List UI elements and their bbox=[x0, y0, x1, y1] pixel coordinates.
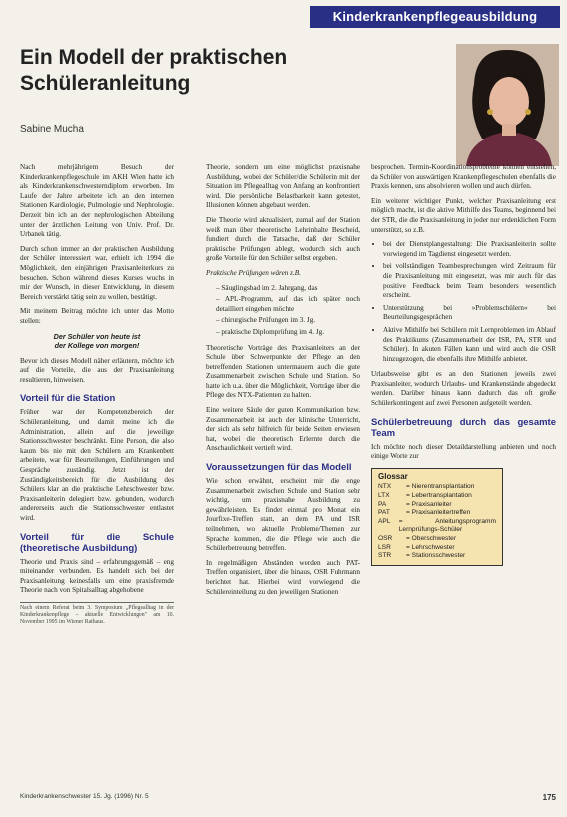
column-2 bbox=[206, 163, 360, 602]
list-item: – praktische Diplomprüfung im 4. Jg. bbox=[216, 327, 324, 336]
paragraph: Wie schon erwähnt, erscheint mir die enge Zusammenarbeit zwischen Schule und Station sehr wichtig, um praxisnahe Ausbildung zu gewährleisten. Es findet einmal pro Monat ein Jourfixe-Treffen statt, an dem PA und ISR teilnehmen, wo aktuelle Probleme/Themen zur Sprache kommen, die die Pflege wie auch die Schülerbetreuung betreffen. bbox=[206, 477, 360, 553]
glossary-row bbox=[378, 544, 496, 553]
glossary-term: = Anleitungsprogramm Lernprüfungs-Schüler bbox=[398, 517, 496, 534]
paragraph: Urlaubsweise gibt es an den Stationen jeweils zwei Praxisanleiter, wodurch Urlaubs- und Krankenstände abgedeckt werden. Darüber hinaus kann dadurch das oft große Schülerkontingent auf zwei Personen aufgeteilt werden. bbox=[371, 370, 556, 408]
glossary-row bbox=[378, 552, 496, 561]
page-footer bbox=[20, 793, 556, 800]
glossary-row bbox=[378, 535, 496, 544]
paragraph: Ich möchte noch dieser Detaildarstellung anbieten und noch einige Worte zur bbox=[371, 442, 556, 461]
glossary-term: = Nierentransplantation bbox=[406, 483, 475, 491]
list-item: – chirurgische Prüfungen im 3. Jg. bbox=[216, 316, 316, 325]
subheading-team: Schülerbetreuung durch das gesamte Team bbox=[371, 416, 556, 439]
paragraph: Bevor ich dieses Modell näher erläutern, möchte ich auf die Vorteile, die aus der Praxisanleitung resultieren, hinweisen. bbox=[20, 356, 174, 384]
subheading-station: Vorteil für die Station bbox=[20, 393, 116, 405]
motto-line-2: der Kollege von morgen! bbox=[54, 341, 140, 351]
support-list bbox=[371, 240, 556, 364]
glossary-term: = Lebertransplantation bbox=[406, 492, 472, 500]
glossary-abbr: OSR bbox=[378, 535, 393, 542]
glossary-abbr: LTX bbox=[378, 492, 390, 500]
footnote: Nach einem Referat beim 3. Symposium „Pflegealltag in der Kinderkrankenpflege – aktuelle Entwicklungen" am 10. November 1995 im Wiener Rathaus. bbox=[20, 602, 174, 626]
glossary-term: = Oberschwester bbox=[406, 535, 457, 542]
glossary-term: = Stationsschwester bbox=[406, 552, 466, 560]
paragraph: Mit meinem Beitrag möchte ich unter das Motto stellen: bbox=[20, 307, 174, 325]
journal-citation: Kinderkrankenschwester 15. Jg. (1996) Nr. 5 bbox=[20, 793, 149, 800]
page-number: 175 bbox=[542, 793, 556, 802]
paragraph: Durch schon immer an der praktischen Ausbildung der Schüler interessiert war, erhielt ich 1994 die Möglichkeit, den einjährigen Praxisanleiterkurs zu besuchen. Schon während dieses Kurses wuchs in mir der Wunsch, in dieser Entwicklung, in diesem Bereich verstärkt tätig sein zu wollen, bestätigt. bbox=[20, 244, 174, 301]
glossary-abbr: APL bbox=[378, 517, 391, 525]
subheading-requirements: Voraussetzungen für das Modell bbox=[206, 462, 352, 474]
list-item: • Unterstützung bei »Problemschülern« bei Beurteilungsgesprächen bbox=[383, 304, 556, 323]
glossary-abbr: LSR bbox=[378, 543, 391, 551]
exam-list bbox=[206, 284, 360, 338]
glossary-row bbox=[378, 501, 496, 510]
list-item: • bei vollständigen Teambesprechungen wird Zeitraum für die Praxisanleitung mit eingesetzt, was mir auch für das positive Feedback beim Team besonders wesentlich erscheint. bbox=[383, 262, 556, 300]
paragraph: Theorie, sondern um eine möglichst praxisnahe Ausbildung, wobei der Schüler/die Schülerin mit der Situation im Pflegealltag von Anfang an konfrontiert wird. Die persönliche Belastbarkeit kann getestet, Illusionen können abgebaut werden. bbox=[206, 163, 360, 210]
glossary-abbr: PAT bbox=[378, 509, 390, 517]
article-author: Sabine Mucha bbox=[20, 124, 84, 135]
glossary-row bbox=[378, 492, 496, 501]
paragraph: Theorie und Praxis sind – erfahrungsgemäß – eng miteinander verbunden. Es handelt sich bei der Praxisanleitung keinesfalls um eine praxisfremde Theorie nach von Spitalsalltag abgehobene bbox=[20, 557, 174, 595]
glossary-term: = Praxisanleiter bbox=[406, 500, 452, 508]
paragraph: Ein weiterer wichtiger Punkt, welcher Praxisanleitung erst möglich macht, ist die aktive Mithilfe des Teams, beginnend bei der STR, die die Praxisanleitung in jeder nur erdenklichen Form unterstützt, so z.B. bbox=[371, 196, 556, 234]
glossary-row bbox=[378, 518, 496, 535]
motto-line-1: Der Schüler von heute ist bbox=[53, 331, 141, 341]
list-item: – Säuglingsbad im 2. Jahrgang, das bbox=[216, 283, 318, 292]
column-1 bbox=[20, 163, 174, 626]
glossary-row bbox=[378, 483, 496, 492]
glossary-row bbox=[378, 509, 496, 518]
glossary-box bbox=[371, 468, 503, 566]
motto-quote bbox=[20, 332, 174, 351]
glossary-abbr: NTX bbox=[378, 483, 392, 491]
paragraph: Eine weitere Säule der guten Kommunikation bzw. Zusammenarbeit ist auch der klinische Unterricht, der sich als sehr hilfreich für beide Seiten erwiesen hat, wobei die theoretisch Erlernte durch die Anschaulichkeit vertieft wird. bbox=[206, 406, 360, 453]
subheading-school: Vorteil für die Schule (theoretische Ausbildung) bbox=[20, 531, 174, 554]
glossary-title: Glossar bbox=[378, 471, 408, 481]
glossary-term: = Praxisanleitertreffen bbox=[406, 509, 471, 517]
author-photo bbox=[456, 44, 559, 166]
list-item: – APL-Programm, auf das ich später noch detailliert eingehen möchte bbox=[216, 295, 360, 313]
paragraph: In regelmäßigen Abständen werden auch PAT-Treffen organisiert, über die hinaus, OSR Fuhrmann berichtet hat. Hierbei wird vorwiegend die Schülereinteilung zu den jeweiligen Stationen bbox=[206, 558, 360, 596]
section-banner: Kinderkrankenpflegeausbildung bbox=[310, 6, 560, 28]
article-title: Ein Modell der praktischen Schüleranleitung bbox=[20, 46, 288, 95]
glossary-term: = Lehrschwester bbox=[406, 543, 455, 551]
author-portrait-image bbox=[456, 44, 559, 166]
list-item: • Aktive Mithilfe bei Schülern mit Lernproblemen im Ablauf des Praktikums (Zusammenarbeit der ISR, PA, STR und Schüler). In akuten Fällen kann und wird auch die OSR hinzugezogen, die ebenfalls ihre Mithilfe anbietet. bbox=[383, 326, 556, 364]
paragraph: besprochen. Termin-Koordinationsprobleme können entstehen, da Schüler von auswärtigen Krankenpflegeschulen ebenfalls die Praxis kennen, uns absolvieren wollen und auch dürfen. bbox=[371, 163, 556, 191]
paragraph: Nach mehrjährigem Besuch der Kinderkrankenpflegeschule im AKH Wien hatte ich als Kinderkrankenschwesterndiplom erworben. Im Laufe der Jahre arbeitete ich an den internen Stationen Kardiologie, Pulmologie und Nephrologie. Derzeit bin ich an der nephrologischen Abteilung unter der ärztlichen Leitung von Univ. Prof. Dr. Urbanek tätig. bbox=[20, 163, 174, 239]
paragraph: Früher war der Kompetenzbereich der Schüleranleitung, und damit meine ich die Administration, allein auf die jeweilige Stationsschwester beschränkt. Eine Person, die also kaum bis nie mit den Schülern am Krankenbett arbeitete, war für Beurteilungen, Einführungen und Gespräche zuständig. Jetzt ist der Zuständigkeitsbereich für die Ausbildung des Schülers klar an die praktische Lehrschwester bzw. Praxisanleiterin delegiert bzw. gebunden, wodurch andererseits auch die Stationsschwester entlastet wird. bbox=[20, 408, 174, 522]
column-3 bbox=[371, 163, 556, 566]
paragraph: Die Theorie wird aktualisiert, zumal auf der Station weiß man über theoretische Lehrinhalte Bescheid, fundiert durch die Tatsache, daß der Schüler praktische Prüfungen ablegt, wodurch sich auch große Vorteile für den Schüler selbst ergeben. bbox=[206, 215, 360, 263]
paragraph: Theoretische Vorträge des Praxisanleiters an der Schule über Schwerpunkte der Pflege an den betreffenden Stationen untermauern auch die gute Zusammenarbeit zwischen Schule und Station. So hatte ich u.a. über die Möglichkeit, Vorträge über die Pflege des NTX-Patienten zu halten. bbox=[206, 343, 360, 400]
list-item: • bei der Dienstplangestaltung: Die Praxisanleiterin sollte vorwiegend im Tagdienst eingesetzt werden. bbox=[383, 240, 556, 259]
glossary-abbr: STR bbox=[378, 552, 392, 560]
glossary-abbr: PA bbox=[378, 500, 387, 508]
paragraph: Praktische Prüfungen wären z.B. bbox=[206, 268, 301, 277]
